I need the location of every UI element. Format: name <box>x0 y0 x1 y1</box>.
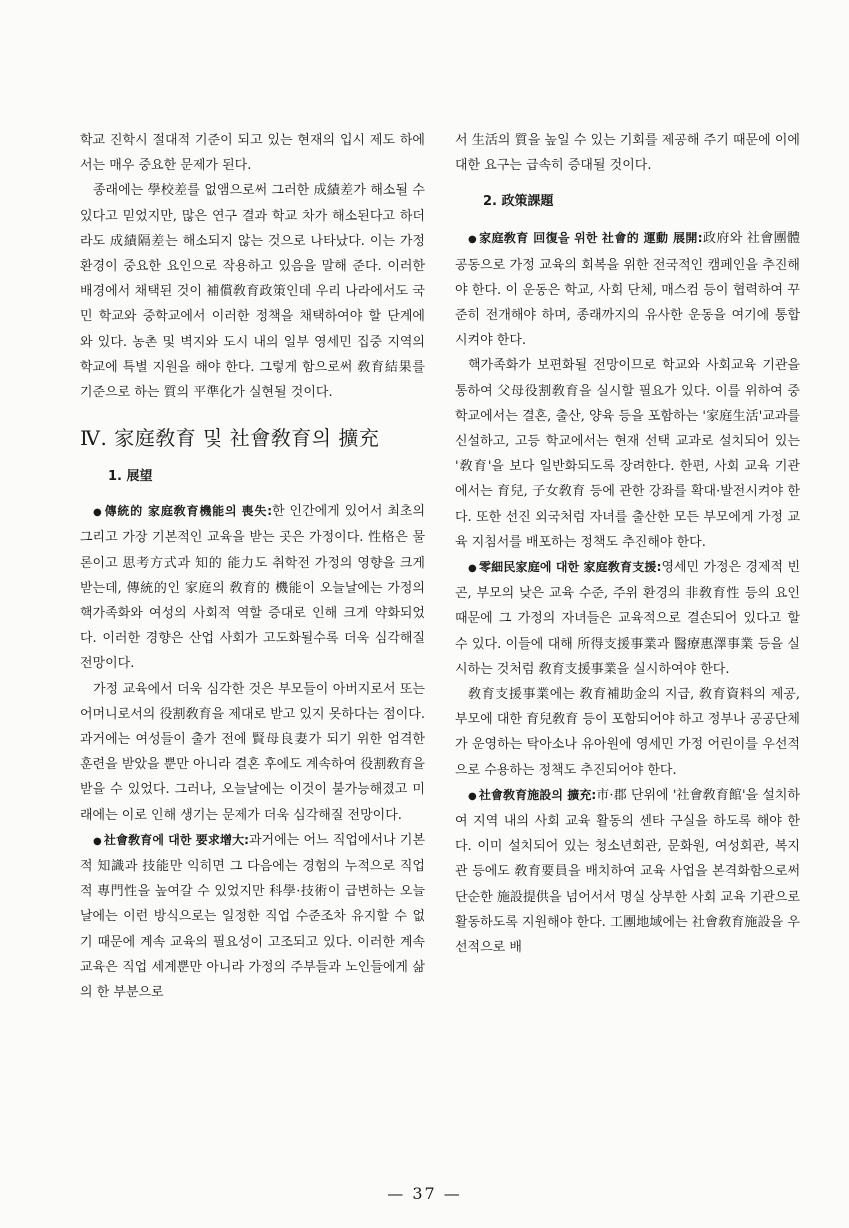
bullet-icon: ● <box>93 507 103 519</box>
bullet-paragraph <box>80 499 425 676</box>
bullet-heading: 家庭敎育 回復을 위한 社會的 運動 展開: <box>479 231 703 246</box>
paragraph: 학교 진학시 절대적 기준이 되고 있는 현재의 입시 제도 하에서는 매우 중요한 문제가 된다. <box>80 133 425 174</box>
right-column <box>455 128 800 960</box>
bullet-icon: ● <box>468 790 477 802</box>
bullet-heading: 傳統的 家庭敎育機能의 喪失: <box>104 504 272 519</box>
paragraph: 핵가족화가 보편화될 전망이므로 학교와 사회교육 기관을 통하여 父母役割敎育을 실시할 필요가 있다. 이를 위하여 중학교에서는 결혼, 출산, 양육 등을 포함하는 '家庭生活'교과를 신설하고, 고등 학교에서는 현재 선택 교과로 설치되어 있는 '敎育'을 보다 일반화되도록 장려한다. 한편, 사회 교육 기관에서는 育兒, 子女敎育 등에 관한 강좌를 확대·발전시켜야 한다. 또한 선진 외국처럼 자녀를 출산한 모든 부모에게 가정 교육 지침서를 배포하는 정책도 추진해야 한다. <box>455 358 800 550</box>
bullet-text: 한 인간에게 있어서 최초의 그리고 가장 기본적인 교육을 받는 곳은 가정이다. 性格은 물론이고 思考方式과 知的 能力도 취학전 가정의 영향을 크게 받는데, 傳統的인 家庭의 敎育的 機能이 오늘날에는 가정의 핵가족화와 여성의 사회적 역할 증대로 인해 크게 약화되었다. 이러한 경향은 산업 사회가 고도화될수록 더욱 심각해질 전망이다. <box>80 504 426 672</box>
bullet-heading: 社會敎育施設의 擴充: <box>478 787 597 802</box>
bullet-paragraph <box>455 783 800 960</box>
section-heading: 2. 政策課題 <box>483 194 554 210</box>
bullet-icon: ● <box>93 835 102 847</box>
left-column <box>80 128 425 1005</box>
paragraph: 敎育支援事業에는 敎育補助金의 지급, 敎育資料의 제공, 부모에 대한 育兒敎育 등이 포함되어야 하고 정부나 공공단체가 운영하는 탁아소나 유아원에 영세민 가정 어린이를 우선적으로 수용하는 정책도 추진되어야 한다. <box>455 687 800 778</box>
page-number: — 37 — <box>387 1184 462 1203</box>
bullet-paragraph <box>80 828 425 1005</box>
section-heading: 1. 展望 <box>108 469 153 485</box>
bullet-paragraph <box>455 555 800 682</box>
bullet-paragraph <box>455 226 800 353</box>
bullet-icon: ● <box>468 234 478 246</box>
chapter-heading: Ⅳ. 家庭敎育 및 社會敎育의 擴充 <box>80 426 380 451</box>
bullet-text: 政府와 社會團體 공동으로 가정 교육의 회복을 위한 전국적인 캠페인을 추진해야 한다. 이 운동은 학교, 사회 단체, 매스컴 등이 협력하여 꾸준히 전개해야 하며, 종래까지의 유사한 운동을 여기에 통합시켜야 한다. <box>455 231 800 349</box>
bullet-heading: 社會敎育에 대한 要求增大: <box>103 832 249 847</box>
paragraph: 가정 교육에서 더욱 심각한 것은 부모들이 아버지로서 또는 어머니로서의 役割敎育을 제대로 받고 있지 못하다는 점이다. 과거에는 여성들이 출가 전에 賢母良妻가 되기 위한 엄격한 훈련을 받았을 뿐만 아니라 결혼 후에도 계속하여 役割敎育을 받을 수 있었다. 그러나, 오늘날에는 이것이 불가능해졌고 미래에는 이로 인해 생기는 문제가 더욱 심각해질 전망이다. <box>80 681 425 823</box>
paragraph: 종래에는 學校差를 없앰으로써 그러한 成績差가 해소될 수 있다고 믿었지만, 많은 연구 결과 학교 차가 해소된다고 하더라도 成績隔差는 해소되지 않는 것으로 나타났다. 이는 가정 환경이 중요한 요인으로 작용하고 있음을 말해 준다. 이러한 배경에서 채택된 것이 補償敎育政策인데 우리 나라에서도 국민 학교와 중학교에서 이러한 정책을 채택하여야 할 단계에 와 있다. 농촌 및 벽지와 도시 내의 일부 영세민 집중 지역의 학교에 특별 지원을 해야 한다. 그렇게 함으로써 敎育結果를 기준으로 하는 質의 平準化가 실현될 것이다. <box>80 183 425 401</box>
bullet-text: 과거에는 어느 직업에서나 기본적 知識과 技能만 익히면 그 다음에는 경험의 누적으로 직업적 專門性을 높여갈 수 있었지만 科學·技術이 급변하는 오늘날에는 이런 방식으로는 일정한 직업 수준조차 유지할 수 없기 때문에 계속 교육의 필요성이 고조되고 있다. 이러한 계속 교육은 직업 세계뿐만 아니라 가정의 주부들과 노인들에게 삶의 한 부분으로 <box>80 832 426 1001</box>
bullet-heading: 零細民家庭에 대한 家庭敎育支援: <box>478 560 662 575</box>
bullet-icon: ● <box>468 563 477 575</box>
paragraph: 서 生活의 質을 높일 수 있는 기회를 제공해 주기 때문에 이에 대한 요구는 급속히 증대될 것이다. <box>455 133 800 174</box>
bullet-text: 市·郡 단위에 '社會敎育館'을 설치하여 지역 내의 사회 교육 활동의 센타 구실을 하도록 해야 한다. 이미 설치되어 있는 청소년회관, 문화원, 여성회관, 복지관 등에도 敎育要員을 배치하여 교육 사업을 본격화함으로써 단순한 施設提供을 넘어서서 명실 상부한 사회 교육 기관으로 활동하도록 지원해야 한다. 工團地域에는 社會敎育施設을 우선적으로 배 <box>455 787 800 956</box>
bullet-text: 영세민 가정은 경제적 빈곤, 부모의 낮은 교육 수준, 주위 환경의 非敎育性 등의 요인 때문에 그 가정의 자녀들은 교육적으로 결손되어 있다고 할 수 있다. 이들에 대해 所得支援事業과 醫療惠澤事業 등을 실시하는 것처럼 敎育支援事業을 실시하여야 한다. <box>455 560 801 677</box>
